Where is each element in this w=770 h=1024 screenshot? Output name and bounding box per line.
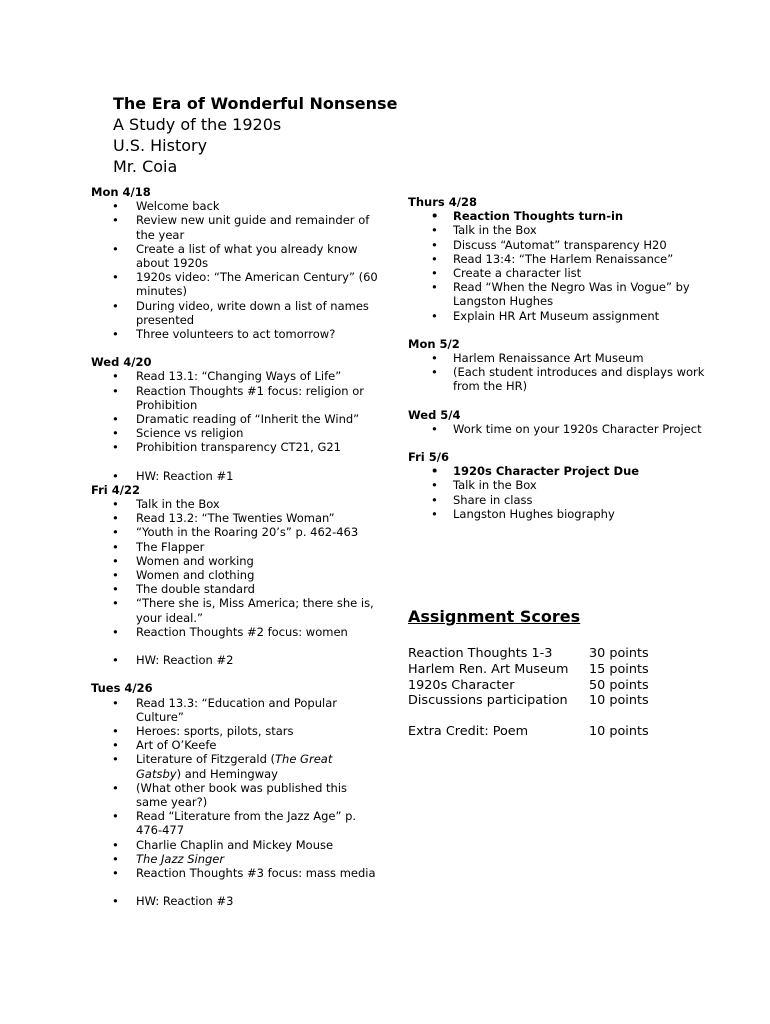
list-item: • Work time on your 1920s Character Project	[408, 422, 708, 436]
item-text: ) and Hemingway	[176, 766, 278, 781]
day-fri-4-22	[91, 483, 381, 667]
list-item: • Three volunteers to act tomorrow?	[91, 327, 381, 341]
list-item: • Explain HR Art Museum assignment	[408, 309, 708, 323]
list-item: • Charlie Chaplin and Mickey Mouse	[91, 838, 381, 852]
score-points: 15 points	[589, 661, 649, 677]
list-item: • Women and clothing	[91, 568, 381, 582]
score-points: 30 points	[589, 646, 649, 661]
list-item: • Science vs religion	[91, 426, 381, 440]
list-item: • Read “Literature from the Jazz Age” p. 476-477	[91, 809, 381, 837]
list-item	[91, 752, 381, 780]
score-label: Discussions participation	[408, 693, 568, 709]
list-item: • Talk in the Box	[408, 223, 708, 237]
day-mon-5-2	[408, 337, 708, 394]
list-item: • “There she is, Miss America; there she is, your ideal.”	[91, 596, 381, 624]
document-title: The Era of Wonderful Nonsense	[113, 94, 398, 113]
day-fri-5-6	[408, 450, 708, 521]
list-item: • Heroes: sports, pilots, stars	[91, 724, 381, 738]
list-item: • Create a list of what you already know about 1920s	[91, 242, 381, 270]
list-item	[91, 852, 381, 866]
list-item: • Dramatic reading of “Inherit the Wind”	[91, 412, 381, 426]
list-item: • 1920s Character Project Due	[408, 464, 708, 478]
list-item: • Welcome back	[91, 199, 381, 213]
score-label: Harlem Ren. Art Museum	[408, 661, 569, 677]
list-item: • Share in class	[408, 493, 708, 507]
list-item: • Harlem Renaissance Art Museum	[408, 351, 708, 365]
list-item: • Review new unit guide and remainder of the year	[91, 213, 381, 241]
list-item: • Langston Hughes biography	[408, 507, 708, 521]
homework-item: • HW: Reaction #1	[91, 469, 381, 483]
score-row	[408, 646, 708, 662]
list-item: • The Flapper	[91, 540, 381, 554]
score-label: Reaction Thoughts 1-3	[408, 646, 553, 661]
list-item: • Discuss “Automat” transparency H20	[408, 238, 708, 252]
day-tues-4-26	[91, 681, 381, 908]
teacher-name: Mr. Coia	[113, 157, 178, 176]
score-row	[408, 693, 708, 709]
item-text: Literature of Fitzgerald (	[136, 752, 276, 767]
score-points: 10 points	[589, 693, 649, 709]
day-mon-4-18	[91, 185, 381, 341]
score-label: Extra Credit: Poem	[408, 724, 529, 740]
schedule-right-column	[408, 195, 708, 521]
assignment-scores	[408, 606, 708, 740]
day-heading: Fri 4/22	[91, 482, 140, 497]
film-title: The Jazz Singer	[136, 851, 225, 866]
list-item: • Read 13.2: “The Twenties Woman”	[91, 511, 381, 525]
score-row	[408, 678, 708, 694]
list-item: • Read 13:4: “The Harlem Renaissance”	[408, 252, 708, 266]
schedule-left-column	[91, 185, 381, 908]
list-item: • Art of O’Keefe	[91, 738, 381, 752]
list-item: • Women and working	[91, 554, 381, 568]
day-thurs-4-28	[408, 195, 708, 323]
extra-credit-row	[408, 724, 708, 740]
book-title: The Great Gatsby	[136, 752, 333, 781]
list-item: • “Youth in the Roaring 20’s” p. 462-463	[91, 525, 381, 539]
list-item: • During video, write down a list of names presented	[91, 299, 381, 327]
day-heading: Wed 4/20	[91, 355, 152, 370]
day-wed-4-20	[91, 355, 381, 483]
list-item: • Read “When the Negro Was in Vogue” by Langston Hughes	[408, 280, 708, 308]
score-label: 1920s Character	[408, 677, 515, 693]
list-item: • Create a character list	[408, 266, 708, 280]
list-item: • Reaction Thoughts #2 focus: women	[91, 625, 381, 639]
list-item: • Read 13.3: “Education and Popular Culture”	[91, 696, 381, 724]
list-item: • Reaction Thoughts turn-in	[408, 209, 708, 223]
list-item: • (What other book was published this same year?)	[91, 781, 381, 809]
list-item: • Read 13.1: “Changing Ways of Life”	[91, 369, 381, 383]
list-item: • Reaction Thoughts #1 focus: religion or Prohibition	[91, 384, 381, 412]
score-points: 10 points	[589, 724, 649, 740]
course-name: U.S. History	[113, 136, 208, 155]
list-item: • (Each student introduces and displays work from the HR)	[408, 365, 708, 393]
day-heading: Tues 4/26	[91, 681, 153, 696]
day-heading: Mon 5/2	[408, 336, 460, 351]
score-row	[408, 662, 708, 678]
document-header	[113, 93, 397, 177]
list-item: • Talk in the Box	[408, 478, 708, 492]
document-subtitle: A Study of the 1920s	[113, 115, 282, 134]
scores-title: Assignment Scores	[408, 607, 581, 626]
day-heading: Wed 5/4	[408, 407, 461, 422]
homework-item: • HW: Reaction #2	[91, 653, 381, 667]
list-item: • 1920s video: “The American Century” (60 minutes)	[91, 270, 381, 298]
list-item: • Reaction Thoughts #3 focus: mass media	[91, 866, 381, 880]
day-heading: Thurs 4/28	[408, 195, 477, 209]
list-item: • Talk in the Box	[91, 497, 381, 511]
day-heading: Mon 4/18	[91, 185, 151, 199]
list-item: • Prohibition transparency CT21, G21	[91, 440, 381, 454]
list-item: • The double standard	[91, 582, 381, 596]
homework-item: • HW: Reaction #3	[91, 894, 381, 908]
score-points: 50 points	[589, 677, 649, 693]
day-heading: Fri 5/6	[408, 450, 449, 465]
day-wed-5-4	[408, 408, 708, 436]
